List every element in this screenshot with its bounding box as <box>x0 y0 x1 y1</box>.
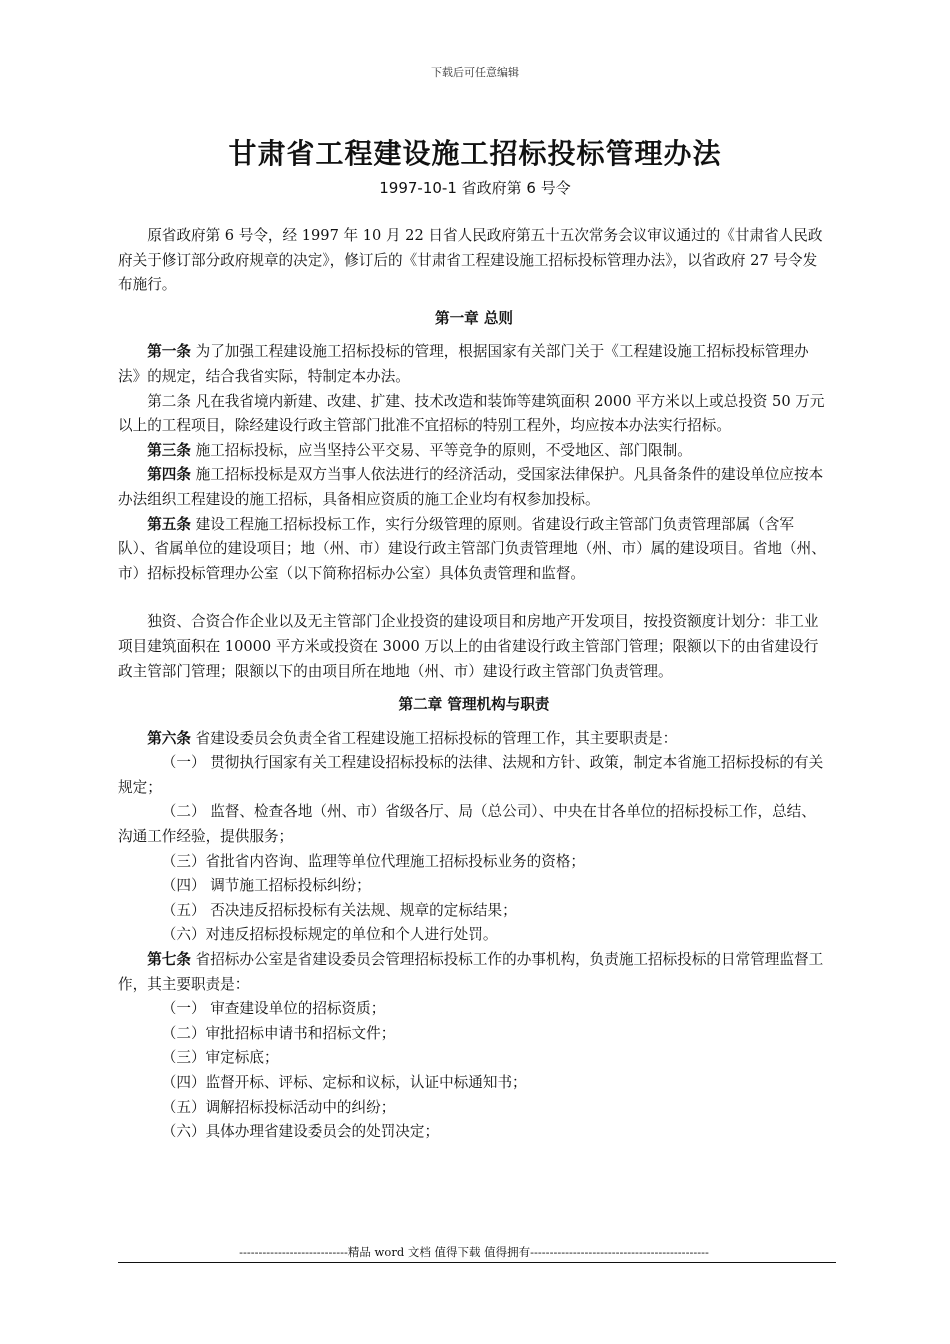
chapter-heading-1: 第一章 总则 <box>434 309 514 327</box>
article-6-item: （三）省批省内咨询、监理等单位代理施工招标投标业务的资格； <box>161 852 586 870</box>
footer-watermark-text: ----------------------------精品 word 文档 值得下载 值得拥有---------------------------------------------- <box>239 1245 709 1259</box>
intro-paragraph: 原省政府第 6 号令，经 1997 年 10 月 22 日省人民政府第五十五次常务会议审议通过的《甘肃省人民政府关于修订部分政府规章的决定》，修订后的《甘肃省工程建设施工招标投标管理办法》，以省政府 27 号令发布施行。 <box>118 227 823 294</box>
article-4-text: 施工招标投标是双方当事人依法进行的经济活动，受国家法律保护。凡具备条件的建设单位应按本办法组织工程建设的施工招标，具备相应资质的施工企业均有权参加投标。 <box>118 466 824 508</box>
article-3 <box>118 439 830 464</box>
article-7 <box>118 948 830 997</box>
paragraph-gap <box>118 586 830 610</box>
footer-rule <box>118 1262 836 1263</box>
article-5 <box>118 513 830 587</box>
article-6-item: （一） 贯彻执行国家有关工程建设招标投标的法律、法规和方针、政策，制定本省施工招标投标的有关规定； <box>118 754 824 796</box>
article-7-item: （六）具体办理省建设委员会的处罚决定； <box>161 1123 440 1141</box>
article-7-item: （二）审批招标申请书和招标文件； <box>161 1024 396 1042</box>
article-7-item: （三）审定标底； <box>161 1049 279 1067</box>
article-1-lead: 第一条 <box>147 343 191 361</box>
article-4 <box>118 463 830 512</box>
article-7-item: （一） 审查建设单位的招标资质； <box>161 1000 386 1018</box>
chapter-heading-2: 第二章 管理机构与职责 <box>398 696 550 714</box>
article-5-paragraph-2: 独资、合资合作企业以及无主管部门企业投资的建设项目和房地产开发项目，按投资额度计划分：非工业项目建筑面积在 10000 平方米或投资在 3000 万以上的由省建设行政主管部门管理；限额以下的由省建设行政主管部门管理；限额以下的由项目所在地地（州、市）建设行政主管部门负责管理。 <box>118 613 819 680</box>
article-2: 第二条 凡在我省境内新建、改建、扩建、技术改造和装饰等建筑面积 2000 平方米以上或总投资 50 万元以上的工程项目，除经建设行政主管部门批准不宜招标的特别工程外，均应按本办法实行招标。 <box>118 392 825 435</box>
article-4-lead: 第四条 <box>147 466 191 484</box>
article-6 <box>118 727 830 752</box>
article-7-text: 省招标办公室是省建设委员会管理招标投标工作的办事机构，负责施工招标投标的日常管理监督工作，其主要职责是： <box>118 951 824 993</box>
article-1 <box>118 340 830 389</box>
header-note: 下载后可任意编辑 <box>431 66 519 79</box>
article-5-text: 建设工程施工招标投标工作，实行分级管理的原则。省建设行政主管部门负责管理部属（含军队）、省属单位的建设项目；地（州、市）建设行政主管部门负责管理地（州、市）属的建设项目。省地（州、市）招标投标管理办公室（以下简称招标办公室）具体负责管理和监督。 <box>118 515 826 582</box>
article-1-text: 为了加强工程建设施工招标投标的管理，根据国家有关部门关于《工程建设施工招标投标管理办法》的规定，结合我省实际，特制定本办法。 <box>118 343 809 385</box>
article-6-item: （四） 调节施工招标投标纠纷； <box>161 877 371 895</box>
article-6-text: 省建设委员会负责全省工程建设施工招标投标的管理工作，其主要职责是： <box>190 729 678 747</box>
article-7-lead: 第七条 <box>147 951 191 969</box>
article-6-lead: 第六条 <box>147 729 191 747</box>
document-body <box>118 224 830 1145</box>
article-3-lead: 第三条 <box>147 441 191 459</box>
article-6-item: （五） 否决违反招标投标有关法规、规章的定标结果； <box>161 901 517 919</box>
article-3-text: 施工招标投标，应当坚持公平交易、平等竞争的原则，不受地区、部门限制。 <box>190 441 692 459</box>
article-7-item: （五）调解招标投标活动中的纠纷； <box>161 1098 396 1116</box>
article-5-lead: 第五条 <box>147 515 191 533</box>
article-6-item: （六）对违反招标投标规定的单位和个人进行处罚。 <box>161 926 498 944</box>
page-subtitle: 1997-10-1 省政府第 6 号令 <box>379 179 571 197</box>
article-7-item: （四）监督开标、评标、定标和议标，认证中标通知书； <box>161 1074 527 1091</box>
article-6-item: （二） 监督、检查各地（州、市）省级各厅、局（总公司）、中央在甘各单位的招标投标工作，总结、沟通工作经验，提供服务； <box>118 803 816 846</box>
page-title: 甘肃省工程建设施工招标投标管理办法 <box>228 137 722 170</box>
